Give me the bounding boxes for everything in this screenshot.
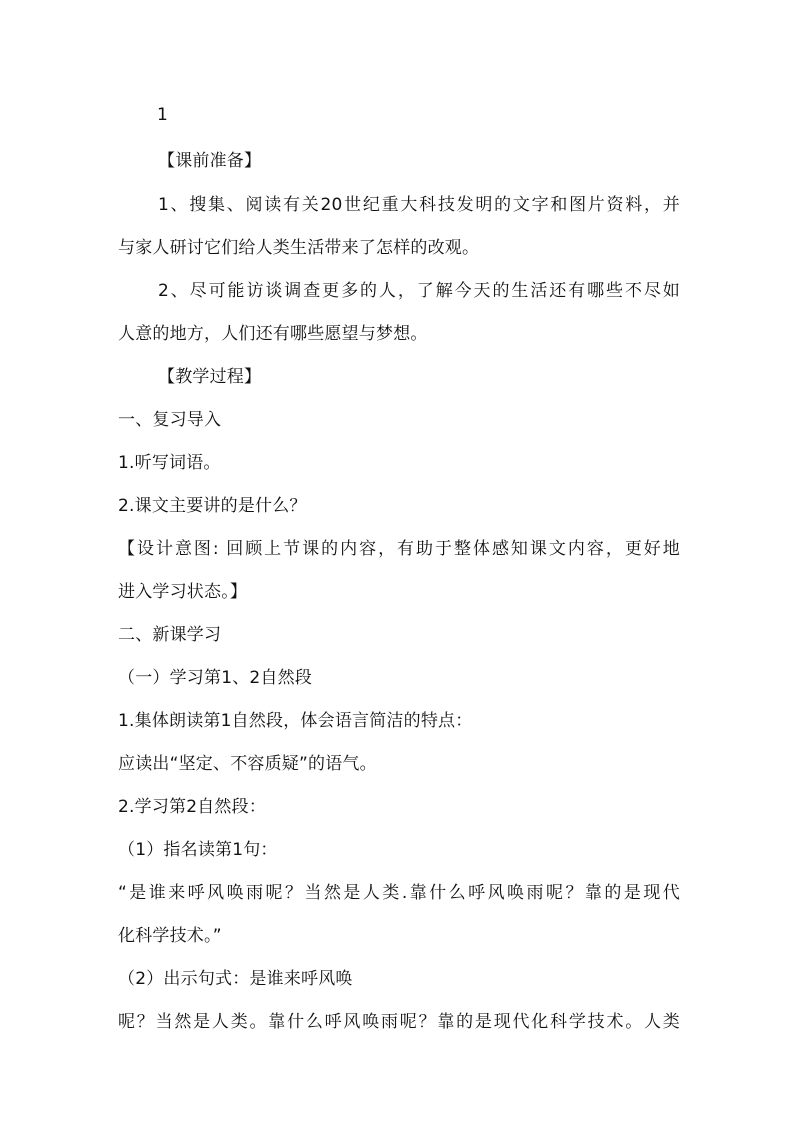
quote-line: 化科学技术。”: [118, 926, 222, 946]
design-intent-line: 【设计意图: 回顾上节课的内容，有助于整体感知课文内容，更好地: [118, 539, 680, 559]
quote-line: “是谁来呼风唤雨呢？当然是人类.靠什么呼风唤雨呢？靠的是现代: [118, 883, 680, 903]
paragraph-line: 2、尽可能访谈调查更多的人，了解今天的生活还有哪些不尽如: [158, 281, 680, 301]
subsection-heading: （一）学习第1、2自然段: [118, 668, 313, 688]
page-number: 1: [157, 105, 169, 125]
paragraph-line: 与家人研讨它们给人类生活带来了怎样的改观。: [118, 238, 480, 258]
list-item: 1.听写词语。: [118, 453, 221, 473]
paragraph-line: 应读出“坚定、不容质疑”的语气。: [118, 754, 377, 774]
section-heading-teaching-process: 【教学过程】: [158, 367, 262, 387]
list-item: （2）出示句式：是谁来呼风唤: [118, 969, 353, 989]
section-heading-preparation: 【课前准备】: [158, 151, 262, 171]
design-intent-line: 进入学习状态。】: [118, 582, 248, 602]
section-heading-review: 一、复习导入: [118, 410, 222, 430]
paragraph-line: 呢？当然是人类。靠什么呼风唤雨呢？靠的是现代化科学技术。人类: [118, 1012, 680, 1032]
section-heading-new-lesson: 二、新课学习: [118, 625, 222, 645]
paragraph-line: 1、搜集、阅读有关20世纪重大科技发明的文字和图片资料，并: [158, 195, 680, 215]
list-item: 2.课文主要讲的是什么？: [118, 496, 307, 516]
list-item: 2.学习第2自然段：: [118, 797, 267, 817]
list-item: 1.集体朗读第1自然段，体会语言简洁的特点：: [118, 711, 473, 731]
list-item: （1）指名读第1句：: [118, 840, 278, 860]
paragraph-line: 人意的地方，人们还有哪些愿望与梦想。: [118, 324, 428, 344]
